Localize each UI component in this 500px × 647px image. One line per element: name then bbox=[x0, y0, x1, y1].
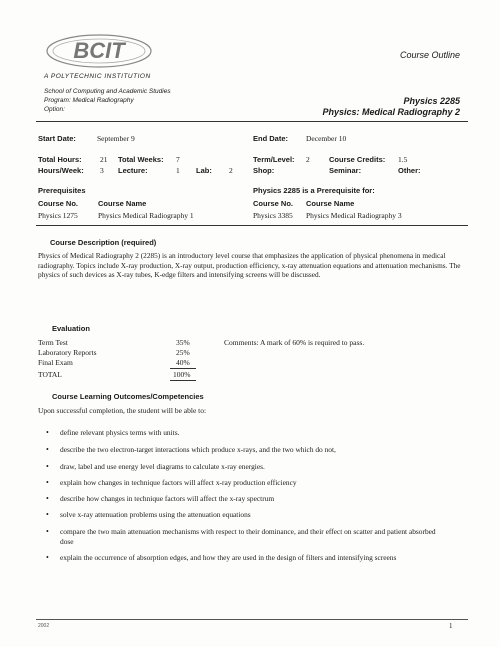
header-divider bbox=[36, 121, 468, 122]
term-level-label: Term/Level: bbox=[253, 155, 295, 164]
evaluation-heading: Evaluation bbox=[52, 324, 90, 333]
outcome-item: • draw, label and use energy level diagrams to calculate x-ray energies. bbox=[46, 462, 265, 471]
bullet-icon: • bbox=[46, 553, 49, 562]
lecture-hours: 1 bbox=[176, 166, 180, 175]
shop-label: Shop: bbox=[253, 166, 275, 175]
total-underline-bottom bbox=[170, 380, 196, 381]
evaluation-comment: Comments: A mark of 60% is required to pass. bbox=[224, 338, 365, 347]
postreq-course-name-label: Course Name bbox=[306, 199, 355, 208]
end-date: December 10 bbox=[306, 134, 347, 143]
eval-item-lab-reports: Laboratory Reports bbox=[38, 348, 97, 357]
postreq-course-no: Physics 3385 bbox=[253, 211, 293, 220]
end-date-label: End Date: bbox=[253, 134, 289, 143]
hours-week-label: Hours/Week: bbox=[38, 166, 84, 175]
hours-week: 3 bbox=[100, 166, 104, 175]
doc-type: Course Outline bbox=[399, 50, 460, 60]
outcome-item: • describe how changes in technique factors will affect the x-ray spectrum bbox=[46, 494, 275, 503]
institution-tagline: A POLYTECHNIC INSTITUTION bbox=[44, 73, 151, 80]
other-label: Other: bbox=[398, 166, 421, 175]
prereq-course-no-label: Course No. bbox=[38, 199, 79, 208]
outcome-item: • explain how changes in technique factors will affect x-ray production efficiency bbox=[46, 478, 297, 487]
eval-item-final-exam: Final Exam bbox=[38, 358, 73, 367]
lab-label: Lab: bbox=[196, 166, 212, 175]
start-date-label: Start Date: bbox=[38, 134, 76, 143]
eval-pct-total: 100% bbox=[173, 370, 191, 379]
eval-pct-term-test: 35% bbox=[176, 338, 190, 347]
total-weeks: 7 bbox=[176, 155, 180, 164]
eval-item-total: TOTAL bbox=[38, 370, 62, 379]
program-name: Program: Medical Radiography bbox=[44, 97, 134, 104]
total-hours-label: Total Hours: bbox=[38, 155, 82, 164]
bcit-logo bbox=[44, 30, 154, 72]
prereq-course-no: Physics 1275 bbox=[38, 211, 78, 220]
total-underline bbox=[170, 368, 196, 369]
postreq-course-name: Physics Medical Radiography 3 bbox=[306, 211, 402, 220]
outcomes-intro: Upon successful completion, the student will be able to: bbox=[38, 406, 207, 415]
logo-text: BCIT bbox=[73, 38, 125, 63]
course-title: Physics: Medical Radiography 2 bbox=[322, 107, 460, 117]
outcome-item: • explain the occurrence of absorption edges, and how they are used in the design of filters and intensifying screens bbox=[46, 553, 397, 562]
outcome-item: • define relevant physics terms with units. bbox=[46, 428, 180, 437]
outcome-item: • solve x-ray attenuation problems using the attenuation equations bbox=[46, 510, 251, 519]
page-number: 1 bbox=[449, 622, 453, 630]
outcome-item: • compare the two main attenuation mechanisms with respect to their dominance, and their effect on scatter and patient absorbed dose bbox=[46, 527, 436, 546]
bullet-icon: • bbox=[46, 428, 49, 437]
eval-pct-lab-reports: 25% bbox=[176, 348, 190, 357]
footer-left: 2002 bbox=[38, 623, 50, 629]
lecture-label: Lecture: bbox=[118, 166, 148, 175]
seminar-label: Seminar: bbox=[329, 166, 362, 175]
description-text: Physics of Medical Radiography 2 (2285) is an introductory level course that emphasizes the application of physical phenomena in medical radiography. Topics include X-ray production, X-ray output, production efficiency, x-ray attenuation equations and attenuation mechanisms. The physics of such devices as X-ray tubes, K-edge filters and intensifying screens will be discussed. bbox=[38, 251, 461, 280]
prereq-course-name-label: Course Name bbox=[98, 199, 147, 208]
eval-pct-final-exam: 40% bbox=[176, 358, 190, 367]
description-heading: Course Description (required) bbox=[50, 238, 157, 247]
bullet-icon: • bbox=[46, 462, 49, 471]
prereq-divider bbox=[36, 225, 468, 226]
term-level: 2 bbox=[306, 155, 310, 164]
lab-hours: 2 bbox=[229, 166, 233, 175]
prereq-course-name: Physics Medical Radiography 1 bbox=[98, 211, 194, 220]
bullet-icon: • bbox=[46, 510, 49, 519]
option-label: Option: bbox=[44, 106, 65, 113]
prerequisites-heading: Prerequisites bbox=[38, 186, 86, 195]
school-name: School of Computing and Academic Studies bbox=[44, 88, 171, 95]
bullet-icon: • bbox=[46, 527, 49, 536]
bullet-icon: • bbox=[46, 478, 49, 487]
footer-divider bbox=[36, 619, 468, 620]
eval-item-term-test: Term Test bbox=[38, 338, 68, 347]
outcomes-heading: Course Learning Outcomes/Competencies bbox=[52, 392, 204, 401]
postreq-course-no-label: Course No. bbox=[253, 199, 294, 208]
course-credits-label: Course Credits: bbox=[329, 155, 386, 164]
course-credits: 1.5 bbox=[398, 155, 408, 164]
course-code: Physics 2285 bbox=[403, 96, 460, 106]
bullet-icon: • bbox=[46, 494, 49, 503]
start-date: September 9 bbox=[97, 134, 135, 143]
total-hours: 21 bbox=[100, 155, 108, 164]
prerequisite-for-heading: Physics 2285 is a Prerequisite for: bbox=[253, 186, 375, 195]
total-weeks-label: Total Weeks: bbox=[118, 155, 164, 164]
bullet-icon: • bbox=[46, 445, 49, 454]
outcome-item: • describe the two electron-target interactions which produce x-rays, and the two which do not, bbox=[46, 445, 336, 454]
